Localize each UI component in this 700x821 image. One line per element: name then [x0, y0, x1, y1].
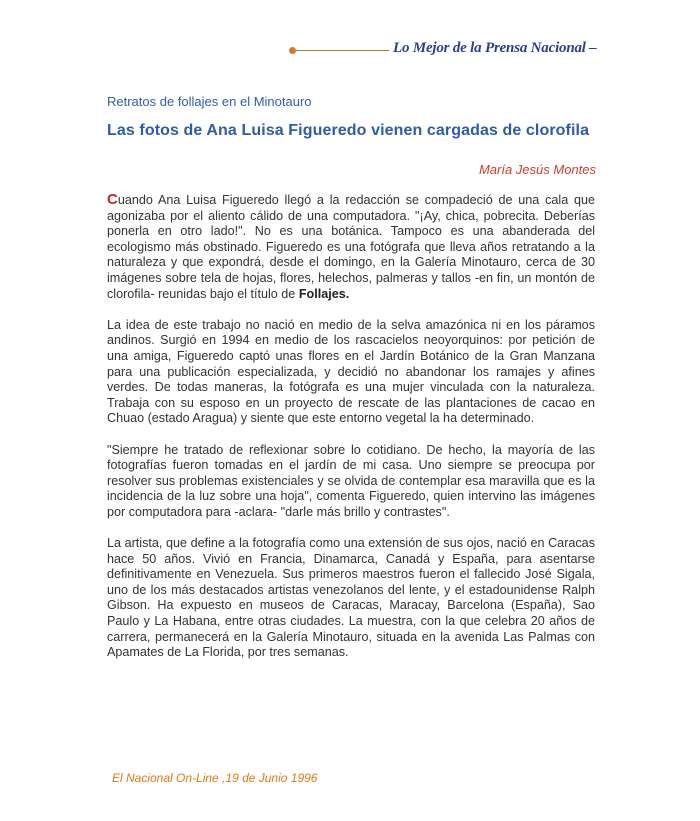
paragraph-2: La idea de este trabajo no nació en medio de la selva amazónica ni en los páramos andinos. Surgió en 1994 en medio de los rascacielos neoyorquinos: por petición de una amiga, Figueredo captó unas flores en el Jardín Botánico de la Gran Manzana para una publicación especializada, y decidió no abandonar los ramajes y afines verdes. De todas maneras, la fotógrafa es una mujer vinculada con la naturaleza. Trabaja con su esposo en un proyecto de rescate de las plantaciones de cacao en Chuao (estado Aragua) y siente que este entorno vegetal la ha determinado.	[107, 317, 595, 426]
paragraph-1-text: uando Ana Luisa Figueredo llegó a la redacción se compadeció de una cala que agonizaba por el aliento cálido de una computadora. "¡Ay, chica, pobrecita. Deberías ponerla en otro lado!". No es una botánica. Tampoco es una abanderada del ecologismo más obstinado. Figueredo es una fotógrafa que lleva años retratando a la naturaleza y que expondrá, desde el domingo, en la Galería Minotauro, cerca de 30 imágenes sobre tela de hojas, flores, helechos, palmeras y tallos -en fin, un montón de clorofila- reunidas bajo el título de	[107, 193, 595, 301]
article-headline: Las fotos de Ana Luisa Figueredo vienen cargadas de clorofila	[107, 122, 590, 139]
paragraph-1	[107, 192, 595, 302]
paragraph-4: La artista, que define a la fotografía como una extensión de sus ojos, nació en Caracas hace 50 años. Vivió en Francia, Dinamarca, Canadá y España, para asentarse definitivamente en Venezuela. Sus primeros maestros fueron el fallecido José Sigala, uno de los más destacados artistas venezolanos del lente, y el estadounidense Ralph Gibson. Ha expuesto en museos de Caracas, Maracay, Barcelona (España), Sao Paulo y La Habana, entre otras ciudades. La muestra, con la que celebra 20 años de carrera, permanecerá en la Galería Minotauro, situada en la avenida Las Palmas con Apamates de La Florida, por tres semanas.	[107, 536, 595, 660]
source-credit: El Nacional On-Line ,19 de Junio 1996	[112, 771, 318, 785]
bullet-dot-icon	[289, 47, 296, 54]
article-body	[107, 192, 595, 676]
article-byline: María Jesús Montes	[478, 162, 596, 177]
masthead-title: Lo Mejor de la Prensa Nacional –	[393, 40, 597, 56]
masthead	[289, 38, 619, 62]
article-kicker: Retratos de follajes en el Minotauro	[107, 94, 312, 109]
paragraph-3: "Siempre he tratado de reflexionar sobre lo cotidiano. De hecho, la mayoría de las fotografías fueron tomadas en el jardín de mi casa. Uno siempre se preocupa por resolver sus problemas existenciales y se olvida de contemplar esa maravilla que es la incidencia de la luz sobre una hoja", comenta Figueredo, quien intervino las imágenes por computadora para -aclara- "darle más brillo y contrastes".	[107, 442, 595, 519]
exhibition-title: Follajes.	[298, 286, 350, 301]
drop-cap: C	[107, 191, 118, 208]
masthead-rule	[296, 50, 389, 51]
